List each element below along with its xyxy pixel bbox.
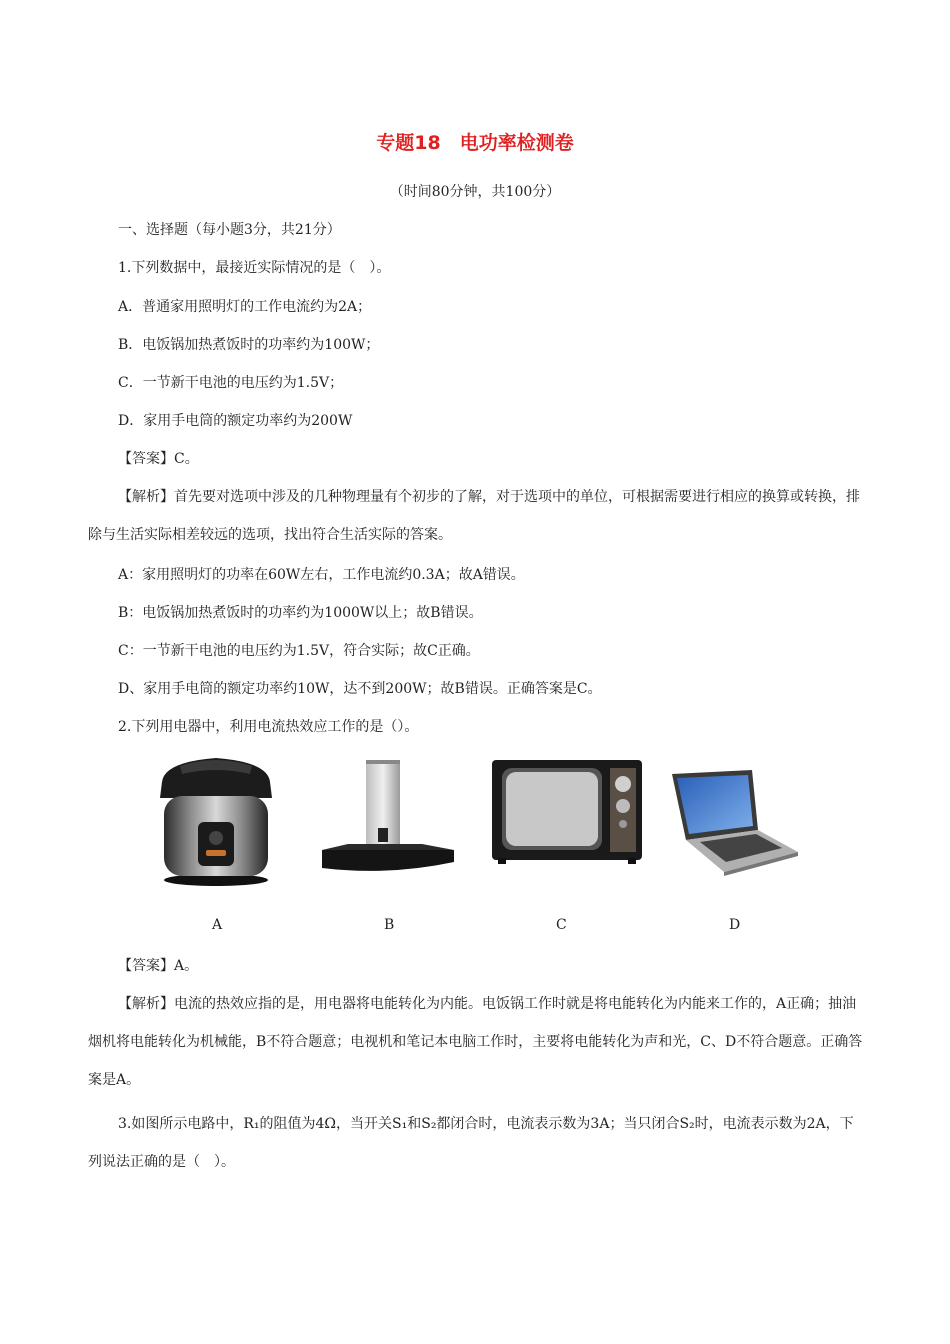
figure-label-d: D	[729, 917, 741, 933]
question-1-detail: C：一节新干电池的电压约为1.5V，符合实际；故C正确。	[118, 643, 480, 659]
question-1-detail: D、家用手电筒的额定功率约10W，达不到200W；故B错误。正确答案是C。	[118, 681, 602, 697]
question-1-option-a: A．普通家用照明灯的工作电流约为2A；	[118, 299, 372, 315]
exam-info: （时间80分钟，共100分）	[389, 184, 561, 200]
question-2-answer: 【答案】A。	[118, 958, 199, 974]
range-hood-image	[318, 758, 458, 876]
television-image	[490, 758, 644, 866]
question-3-stem: 3.如图所示电路中，R₁的阻值为4Ω，当开关S₁和S₂都闭合时，电流表示数为3A；当只闭合S₂时，电流表示数为2A，下列说法正确的是（ ）。	[88, 1116, 854, 1170]
question-1-answer: 【答案】C。	[118, 451, 199, 467]
laptop-image	[666, 768, 802, 876]
question-1-detail: B：电饭锅加热煮饭时的功率约为1000W以上；故B错误。	[118, 605, 483, 621]
question-1-option-c: C．一节新干电池的电压约为1.5V；	[118, 375, 344, 391]
figure-label-c: C	[556, 917, 567, 933]
figure-label-b: B	[384, 917, 395, 933]
figure-label-a: A	[212, 917, 223, 933]
section-heading: 一、选择题（每小题3分，共21分）	[118, 222, 341, 238]
question-1-option-b: B．电饭锅加热煮饭时的功率约为100W；	[118, 337, 380, 353]
question-2-analysis: 【解析】电流的热效应指的是，用电器将电能转化为内能。电饭锅工作时就是将电能转化为内能来工作的，A正确；抽油烟机将电能转化为机械能，B不符合题意；电视机和笔记本电脑工作时，主要将电能转化为声和光，C、D不符合题意。正确答案是A。	[88, 996, 863, 1088]
question-1-detail: A：家用照明灯的功率在60W左右，工作电流约0.3A；故A错误。	[118, 567, 525, 583]
page-title: 专题18 电功率检测卷	[376, 132, 574, 154]
question-1-stem: 1.下列数据中，最接近实际情况的是（ ）。	[118, 260, 391, 276]
question-2-stem: 2.下列用电器中，利用电流热效应工作的是（）。	[118, 719, 419, 735]
rice-cooker-image	[150, 752, 280, 888]
question-1-analysis: 【解析】首先要对选项中涉及的几种物理量有个初步的了解，对于选项中的单位，可根据需要进行相应的换算或转换，排除与生活实际相差较远的选项，找出符合生活实际的答案。	[88, 489, 860, 543]
question-1-option-d: D．家用手电筒的额定功率约为200W	[118, 413, 353, 429]
